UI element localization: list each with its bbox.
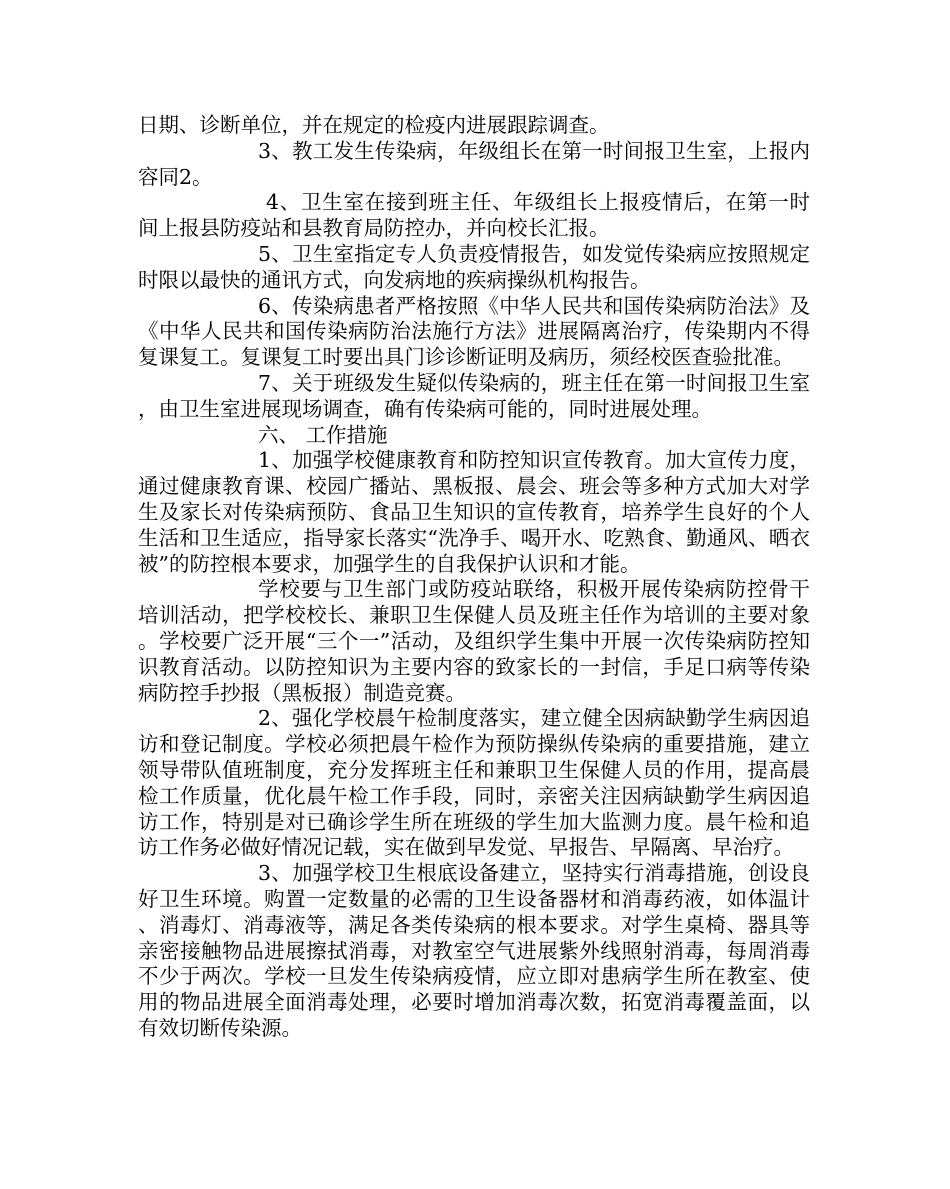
paragraph-item-6: 6、传染病患者严格按照《中华人民共和国传染病防治法》及《中华人民共和国传染病防治法施行方法》进展隔离治疗，传染期内不得复课复工。复课复工时要出具门诊诊断证明及病历，须经校医查验批准。 <box>138 293 810 370</box>
document-body <box>138 113 810 1042</box>
paragraph-continuation: 日期、诊断单位，并在规定的检疫内进展跟踪调查。 <box>138 113 610 137</box>
paragraph-item-4: 4、卫生室在接到班主任、年级组长上报疫情后，在第一时间上报县防疫站和县教育局防控办，并向校长汇报。 <box>138 190 810 241</box>
section-heading: 六、 工作措施 <box>258 422 388 447</box>
paragraph-training: 学校要与卫生部门或防疫站联络，积极开展传染病防控骨干培训活动，把学校校长、兼职卫生保健人员及班主任作为培训的主要对象。学校要广泛开展“三个一”活动，及组织学生集中开展一次传染病防控知识教育活动。以防控知识为主要内容的致家长的一封信，手足口病等传染病防控手抄报（黑板报）制造竞赛。 <box>138 577 810 705</box>
paragraph-measure-1: 1、加强学校健康教育和防控知识宣传教育。加大宣传力度，通过健康教育课、校园广播站、黑板报、晨会、班会等多种方式加大对学生及家长对传染病预防、食品卫生知识的宣传教育，培养学生良好的个人生活和卫生适应，指导家长落实“洗净手、喝开水、吃熟食、勤通风、晒衣被”的防控根本要求，加强学生的自我保护认识和才能。 <box>138 448 810 576</box>
paragraph-measure-2: 2、强化学校晨午检制度落实，建立健全因病缺勤学生病因追访和登记制度。学校必须把晨午检作为预防操纵传染病的重要措施，建立领导带队值班制度，充分发挥班主任和兼职卫生保健人员的作用，提高晨检工作质量，优化晨午检工作手段，同时，亲密关注因病缺勤学生病因追访工作，特别是对已确诊学生所在班级的学生加大监测力度。晨午检和追访工作务必做好情况记载，实在做到早发觉、早报告、早隔离、早治疗。 <box>138 706 810 860</box>
paragraph-item-7: 7、关于班级发生疑似传染病的，班主任在第一时间报卫生室，由卫生室进展现场调查，确有传染病可能的，同时进展处理。 <box>138 370 810 421</box>
paragraph-measure-3: 3、加强学校卫生根底设备建立，坚持实行消毒措施，创设良好卫生环境。购置一定数量的必需的卫生设备器材和消毒药液，如体温计、消毒灯、消毒液等，满足各类传染病的根本要求。对学生桌椅、器具等亲密接触物品进展擦拭消毒，对教室空气进展紫外线照射消毒，每周消毒不少于两次。学校一旦发生传染病疫情，应立即对患病学生所在教室、使用的物品进展全面消毒处理，必要时增加消毒次数，拓宽消毒覆盖面，以有效切断传染源。 <box>138 861 810 1040</box>
paragraph-item-5: 5、卫生室指定专人负责疫情报告，如发觉传染病应按照规定时限以最快的通讯方式，向发病地的疾病操纵机构报告。 <box>138 241 810 292</box>
paragraph-item-3: 3、教工发生传染病，年级组长在第一时间报卫生室，上报内容同2。 <box>138 138 810 189</box>
